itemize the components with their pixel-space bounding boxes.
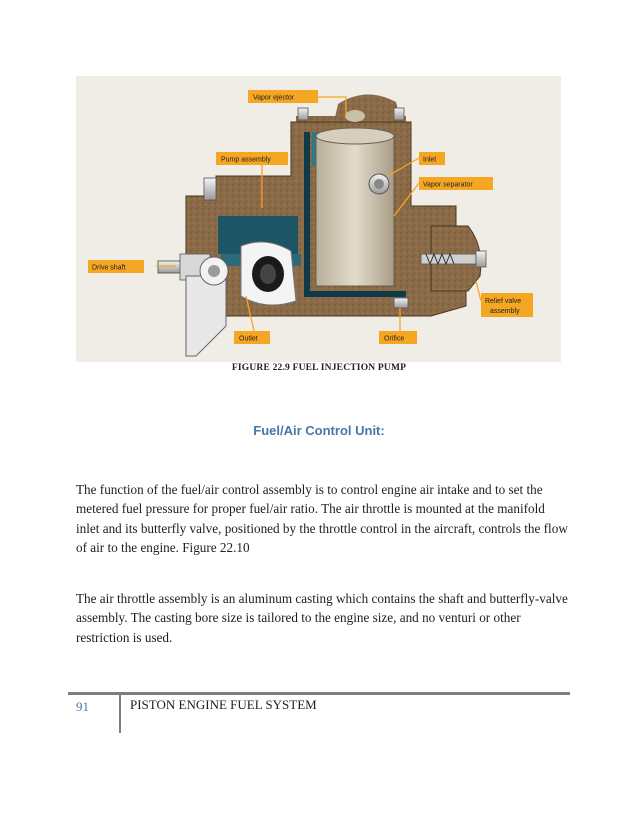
inlet-fitting — [369, 174, 389, 194]
svg-text:Vapor separator: Vapor separator — [423, 181, 473, 189]
callout-vapor-separator — [419, 177, 493, 190]
callout-drive-shaft — [88, 260, 144, 273]
footer-divider — [68, 692, 570, 695]
section-heading: Fuel/Air Control Unit: — [253, 423, 385, 438]
svg-text:Vapor ejector: Vapor ejector — [253, 94, 295, 102]
page-number: 91 — [76, 699, 89, 714]
svg-text:Relief valve: Relief valve — [485, 298, 522, 305]
vapor-separator-cylinder — [316, 110, 394, 286]
callout-inlet — [419, 152, 445, 165]
footer-vertical-divider — [119, 693, 121, 733]
callout-orifice — [379, 331, 417, 344]
body-paragraph: The air throttle assembly is an aluminum casting which contains the shaft and butterfly-valve assembly. The casting bore size is tailored to the engine size, and no venturi or other restriction is used. — [76, 591, 568, 645]
orifice-fitting — [394, 298, 408, 308]
fuel-injection-pump-figure — [76, 76, 561, 362]
svg-text:assembly: assembly — [490, 308, 520, 315]
figure-caption: FIGURE 22.9 FUEL INJECTION PUMP — [231, 363, 407, 373]
svg-text:Outlet: Outlet — [239, 335, 258, 343]
body-paragraph: The function of the fuel/air control assembly is to control engine air intake and to set the metered fuel pressure for proper fuel/air ratio. The air throttle is mounted at the manifold inlet and its butterfly valve, positioned by the throttle control in the aircraft, controls the flow of air to the engine. Figure 22.10 — [76, 482, 568, 555]
svg-text:Pump assembly: Pump assembly — [221, 156, 271, 164]
svg-text:Orifice: Orifice — [384, 335, 405, 343]
pump-illustration — [76, 76, 561, 362]
callout-relief-valve-assembly — [481, 293, 533, 317]
svg-text:Drive shaft: Drive shaft — [92, 264, 126, 272]
callout-pump-assembly — [216, 152, 288, 165]
footer-title: PISTON ENGINE FUEL SYSTEM — [130, 697, 317, 712]
callout-outlet — [234, 331, 270, 344]
callout-vapor-ejector — [248, 90, 318, 103]
svg-text:Inlet: Inlet — [423, 156, 437, 164]
